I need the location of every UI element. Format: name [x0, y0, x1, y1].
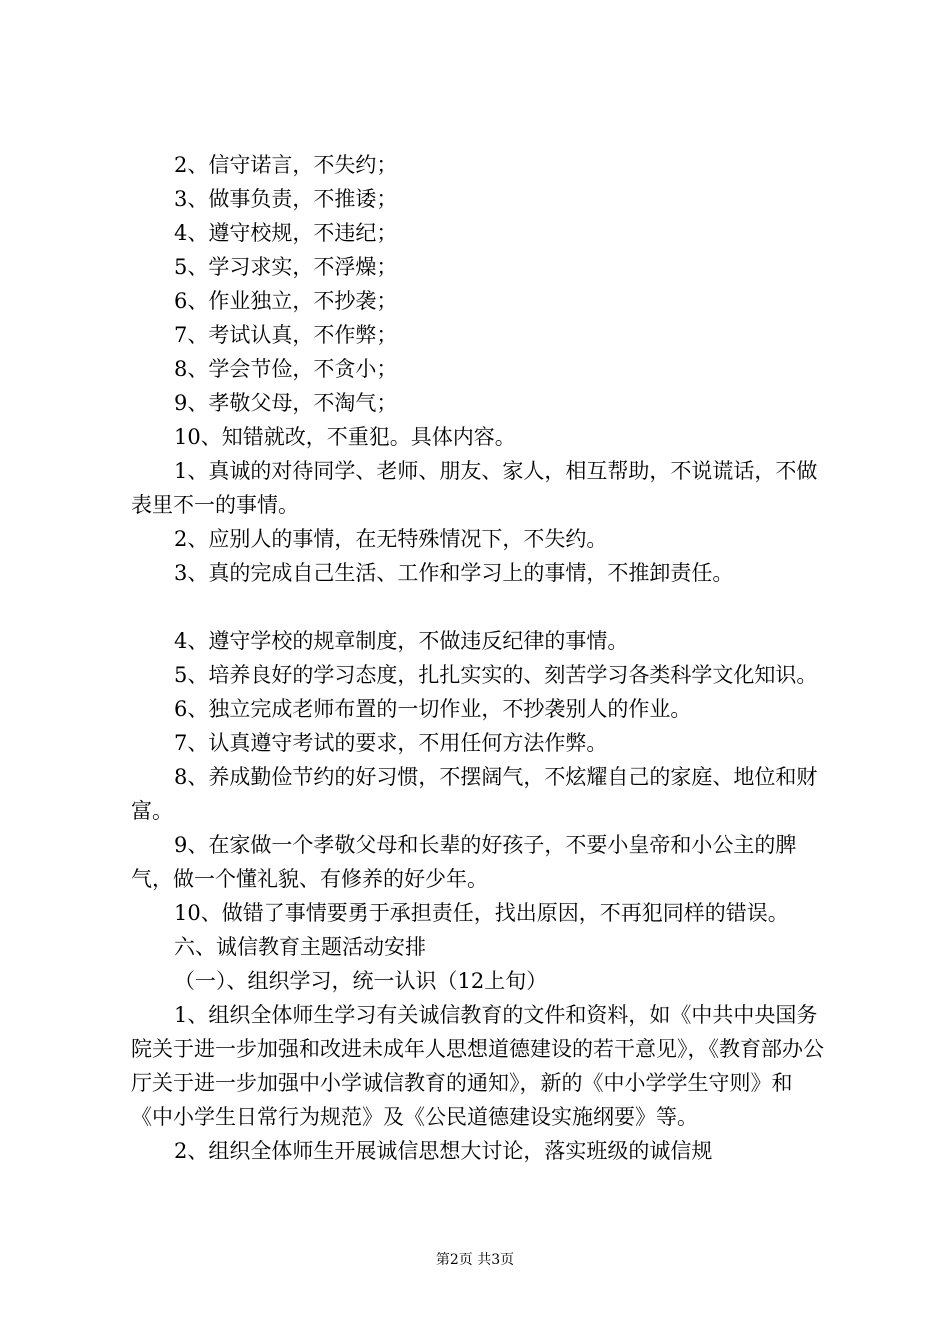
paragraph: 8、养成勤俭节约的好习惯，不摆阔气，不炫耀自己的家庭、地位和财富。	[131, 765, 818, 823]
list-item: 6、作业独立，不抄袭；	[174, 289, 398, 313]
list-item: 5、学习求实，不浮燥；	[174, 255, 398, 279]
paragraph: 7、认真遵守考试的要求，不用任何方法作弊。	[174, 731, 608, 755]
paragraph: 3、真的完成自己生活、工作和学习上的事情，不推卸责任。	[174, 561, 734, 585]
section-heading: 六、诚信教育主题活动安排	[174, 935, 426, 959]
list-item: 10、知错就改，不重犯。具体内容。	[174, 425, 516, 449]
paragraph: 2、应别人的事情，在无特殊情况下，不失约。	[174, 527, 608, 551]
paragraph: 1、组织全体师生学习有关诚信教育的文件和资料，如《中共中央国务院关于进一步加强和改进未成年人思想道德建设的若干意见》，《教育部办公厅关于进一步加强中小学诚信教育的通知》，新的《中小学学生守则》和《中小学生日常行为规范》及《公民道德建设实施纲要》等。	[131, 1003, 824, 1129]
list-item: 7、考试认真，不作弊；	[174, 323, 398, 347]
page-number-footer: 第2页 共3页	[435, 1252, 515, 1268]
paragraph: 5、培养良好的学习态度，扎扎实实的、刻苦学习各类科学文化知识。	[174, 663, 818, 687]
list-item: 8、学会节俭，不贪小；	[174, 357, 398, 381]
paragraph: 1、真诚的对待同学、老师、朋友、家人，相互帮助，不说谎话，不做表里不一的事情。	[131, 459, 818, 517]
subsection-heading: （一）、组织学习，统一认识（12上旬）	[174, 969, 548, 993]
paragraph: 4、遵守学校的规章制度，不做违反纪律的事情。	[174, 629, 629, 653]
paragraph: 6、独立完成老师布置的一切作业，不抄袭别人的作业。	[174, 697, 692, 721]
list-item: 3、做事负责，不推诿；	[174, 187, 398, 211]
list-item: 2、信守诺言，不失约；	[174, 153, 398, 177]
list-item: 4、遵守校规，不违纪；	[174, 221, 398, 245]
paragraph: 10、做错了事情要勇于承担责任，找出原因，不再犯同样的错误。	[174, 901, 789, 925]
paragraph: 2、组织全体师生开展诚信思想大讨论，落实班级的诚信规	[174, 1139, 713, 1163]
paragraph: 9、在家做一个孝敬父母和长辈的好孩子，不要小皇帝和小公主的脾气，做一个懂礼貌、有修养的好少年。	[131, 833, 797, 891]
list-item: 9、孝敬父母，不淘气；	[174, 391, 398, 415]
document-body	[131, 148, 831, 1168]
